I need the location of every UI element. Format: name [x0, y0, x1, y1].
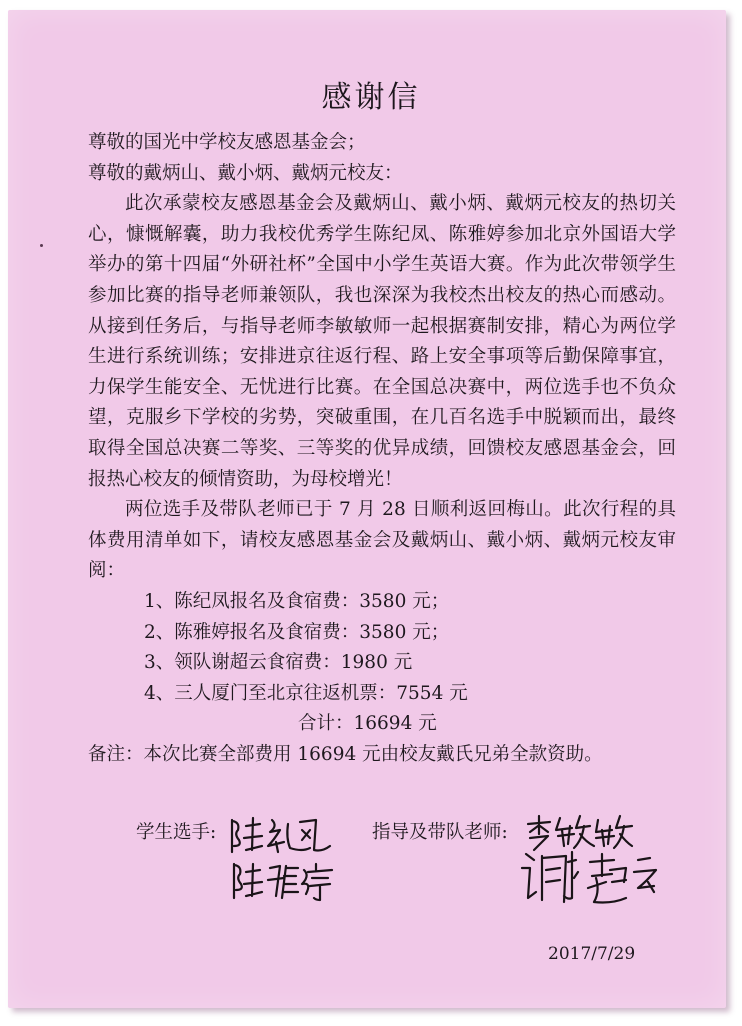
expense-total: 合计：16694 元: [298, 713, 437, 735]
salutation-foundation: 尊敬的国光中学校友感恩基金会；: [88, 132, 366, 153]
letter-title: 感谢信: [321, 80, 421, 115]
signature-xie-chaoyun: [516, 848, 666, 910]
expense-item: 1、陈纪凤报名及食宿费：3580 元；: [144, 590, 450, 612]
expense-item: 2、陈雅婷报名及食宿费：3580 元；: [144, 621, 450, 643]
letter-date: 2017/7/29: [548, 944, 636, 964]
expense-item: 4、三人厦门至北京往返机票：7554 元: [144, 682, 468, 704]
signature-chen-jifeng: [226, 812, 336, 856]
paper-speck: [40, 244, 43, 247]
paragraph-thanks: 此次承蒙校友感恩基金会及戴炳山、戴小炳、戴炳元校友的热切关心，慷慨解囊，助力我校优秀学生陈纪凤、陈雅婷参加北京外国语大学举办的第十四届“外研社杯”全国中小学生英语大赛。作为此次带领学生参加比赛的指导老师兼领队，我也深深为我校杰出校友的热心而感动。从接到任务后，与指导老师李敏敏师一起根据赛制安排，精心为两位学生进行系统训练；安排进京往返行程、路上安全事项等后勤保障事宜，力保学生能安全、无忧进行比赛。在全国总决赛中，两位选手也不负众望，克服乡下学校的劣势，突破重围，在几百名选手中脱颖而出，最终取得全国总决赛二等奖、三等奖的优异成绩，回馈校友感恩基金会，回报热心校友的倾情资助，为母校增光！: [88, 193, 676, 490]
signature-li-minmin: [524, 812, 634, 852]
expense-item: 3、领队谢超云食宿费：1980 元: [144, 652, 413, 674]
students-label: 学生选手:: [136, 822, 217, 843]
expense-note: 备注：本次比赛全部费用 16694 元由校友戴氏兄弟全款资助。: [88, 743, 603, 765]
letter-body: [88, 128, 676, 770]
signature-chen-yating: [228, 858, 338, 902]
teacher-label: 指导及带队老师:: [372, 822, 508, 843]
paragraph-expenses-intro: 两位选手及带队老师已于 7 月 28 日顺利返回梅山。此次行程的具体费用清单如下，请校友感恩基金会及戴炳山、戴小炳、戴炳元校友审阅：: [88, 499, 676, 582]
salutation-alumni: 尊敬的戴炳山、戴小炳、戴炳元校友：: [88, 162, 403, 184]
